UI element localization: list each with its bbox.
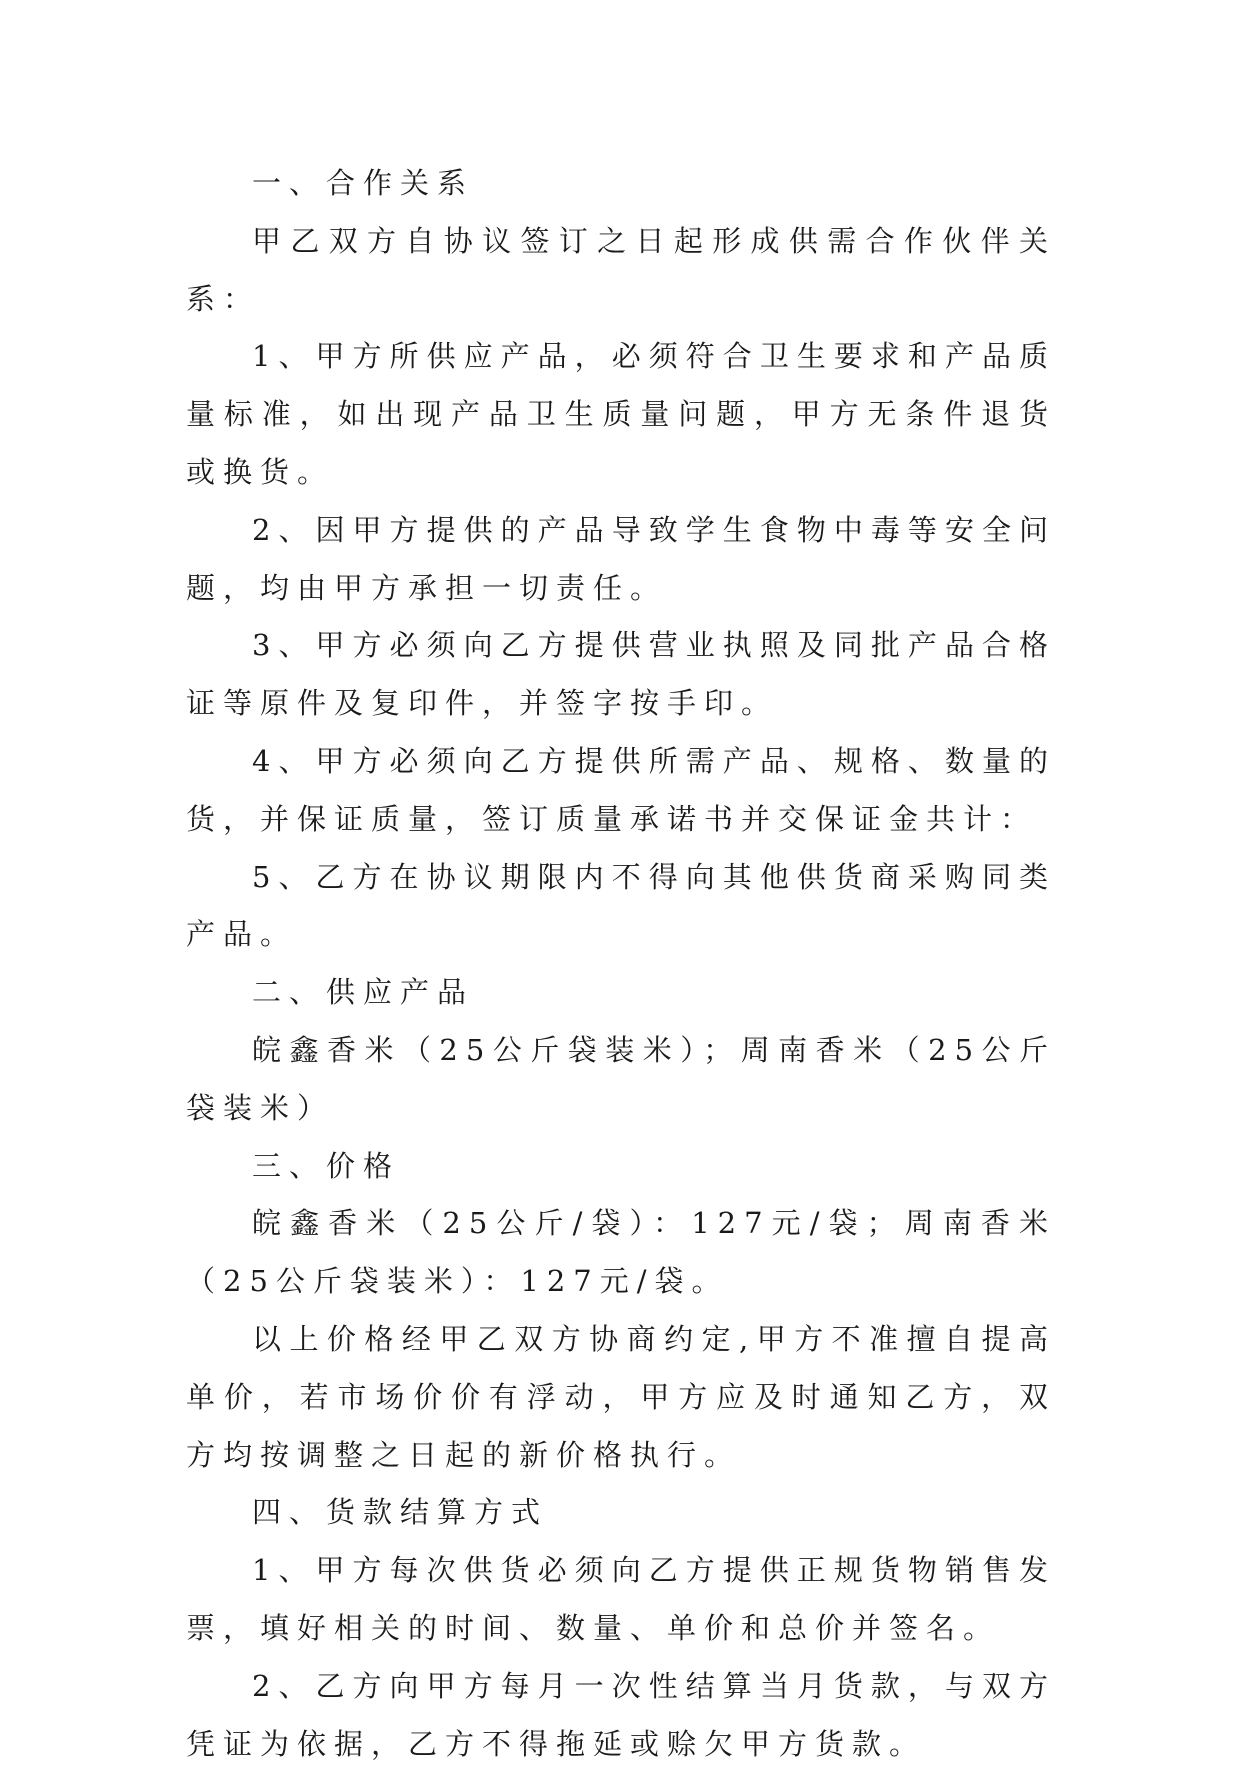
section-heading-products: 二、供应产品 (252, 975, 475, 1010)
clause-2-safety: 2、因甲方提供的产品导致学生食物中毒等安全问题，均由甲方承担一切责任。 (186, 512, 1056, 605)
paragraph-products: 皖鑫香米（25公斤袋装米）；周南香米（25公斤袋装米） (186, 1032, 1056, 1125)
settlement-clause-2-monthly: 2、乙方向甲方每月一次性结算当月货款，与双方凭证为依据，乙方不得拖延或赊欠甲方货款。 (186, 1668, 1056, 1761)
section-heading-cooperation: 一、合作关系 (252, 166, 475, 200)
document-body (186, 155, 1056, 1773)
paragraph-price-adjustment: 以上价格经甲乙双方协商约定,甲方不准擅自提高单价，若市场价价有浮动，甲方应及时通知乙方，双方均按调整之日起的新价格执行。 (186, 1321, 1056, 1472)
section-heading-settlement: 四、货款结算方式 (252, 1495, 549, 1530)
clause-4-supply: 4、甲方必须向乙方提供所需产品、规格、数量的货，并保证质量，签订质量承诺书并交保证金共计： (186, 743, 1056, 836)
clause-5-exclusive: 5、乙方在协议期限内不得向其他供货商采购同类产品。 (186, 859, 1056, 952)
clause-1-quality: 1、甲方所供应产品，必须符合卫生要求和产品质量标准，如出现产品卫生质量问题，甲方无条件退货或换货。 (186, 339, 1056, 489)
clause-3-license: 3、甲方必须向乙方提供营业执照及同批产品合格证等原件及复印件，并签字按手印。 (186, 628, 1056, 721)
section-heading-price: 三、价格 (252, 1148, 401, 1183)
paragraph-partnership: 甲乙双方自协议签订之日起形成供需合作伙伴关系： (186, 223, 1056, 316)
settlement-clause-1-invoice: 1、甲方每次供货必须向乙方提供正规货物销售发票，填好相关的时间、数量、单价和总价并签名。 (186, 1553, 1056, 1645)
paragraph-prices: 皖鑫香米（25公斤/袋）：127元/袋；周南香米（25公斤袋装米）：127元/袋。 (186, 1206, 1056, 1299)
